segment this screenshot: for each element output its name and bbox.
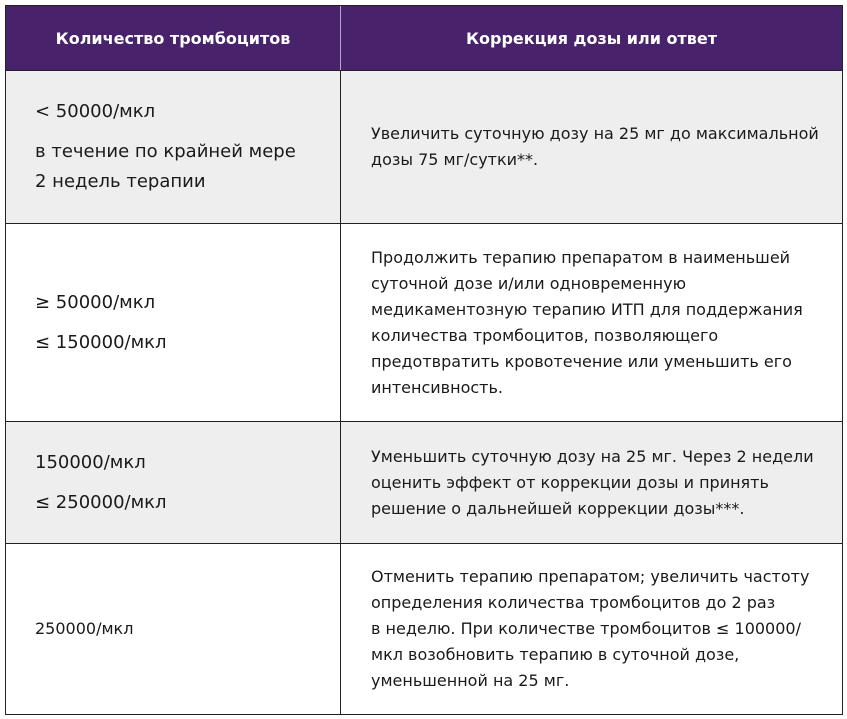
column-divider [340, 70, 341, 714]
dose-correction-text: предотвратить кровотечение или уменьшить его [371, 351, 792, 371]
dose-correction-text: Уменьшить суточную дозу на 25 мг. Через 2 недели [371, 446, 814, 466]
table-row [6, 421, 842, 543]
platelet-count-cell [6, 422, 340, 543]
dose-correction-text: Продолжить терапию препаратом в наименьшей [371, 247, 791, 267]
platelet-count-cell [6, 71, 340, 223]
dose-correction-text: уменьшенной на 25 мг. [371, 671, 570, 690]
table-row [6, 543, 842, 714]
platelet-count-cell [6, 544, 340, 714]
platelet-condition: в течение по крайней мере [35, 141, 296, 162]
table-row [6, 70, 842, 223]
dose-correction-text: в неделю. При количестве тромбоцитов ≤ 100000/ [371, 619, 801, 638]
platelet-threshold: 250000/мкл [35, 619, 134, 638]
platelet-threshold: ≥ 50000/мкл [35, 291, 156, 313]
platelet-threshold: < 50000/мкл [35, 101, 156, 122]
table-row [6, 223, 842, 421]
dose-correction-cell [341, 422, 842, 543]
dose-correction-text: интенсивность. [371, 377, 503, 397]
header-dose-correction: Коррекция дозы или ответ [465, 28, 718, 48]
dose-correction-text: Увеличить суточную дозу на 25 мг до максимальной [371, 124, 819, 143]
dose-correction-text: оценить эффект от коррекции дозы и принять [371, 472, 769, 492]
platelet-threshold: ≤ 250000/мкл [35, 491, 167, 513]
dose-correction-text: мкл возобновить терапию в суточной дозе, [371, 645, 740, 664]
dose-correction-text: Отменить терапию препаратом; увеличить частоту [371, 567, 810, 586]
dose-adjustment-table [5, 5, 843, 715]
dose-correction-text: решение о дальнейшей коррекции дозы***. [371, 498, 745, 518]
dose-correction-cell [341, 544, 842, 714]
dose-correction-cell [341, 71, 842, 223]
header-platelet-count: Количество тромбоцитов [55, 28, 291, 48]
table-header [6, 6, 842, 70]
platelet-threshold: ≤ 150000/мкл [35, 331, 167, 353]
platelet-condition: 2 недель терапии [35, 171, 206, 192]
dose-correction-text: медикаментозную терапию ИТП для поддержания [371, 299, 803, 319]
platelet-count-cell [6, 224, 340, 421]
dose-correction-cell [341, 224, 842, 421]
dose-correction-text: определения количества тромбоцитов до 2 раз [371, 593, 776, 612]
dose-correction-text: суточной дозе и/или одновременную [371, 273, 687, 293]
dose-correction-text: количества тромбоцитов, позволяющего [371, 325, 719, 345]
platelet-threshold: 150000/мкл [35, 451, 146, 473]
dose-correction-text: дозы 75 мг/сутки**. [371, 150, 539, 169]
